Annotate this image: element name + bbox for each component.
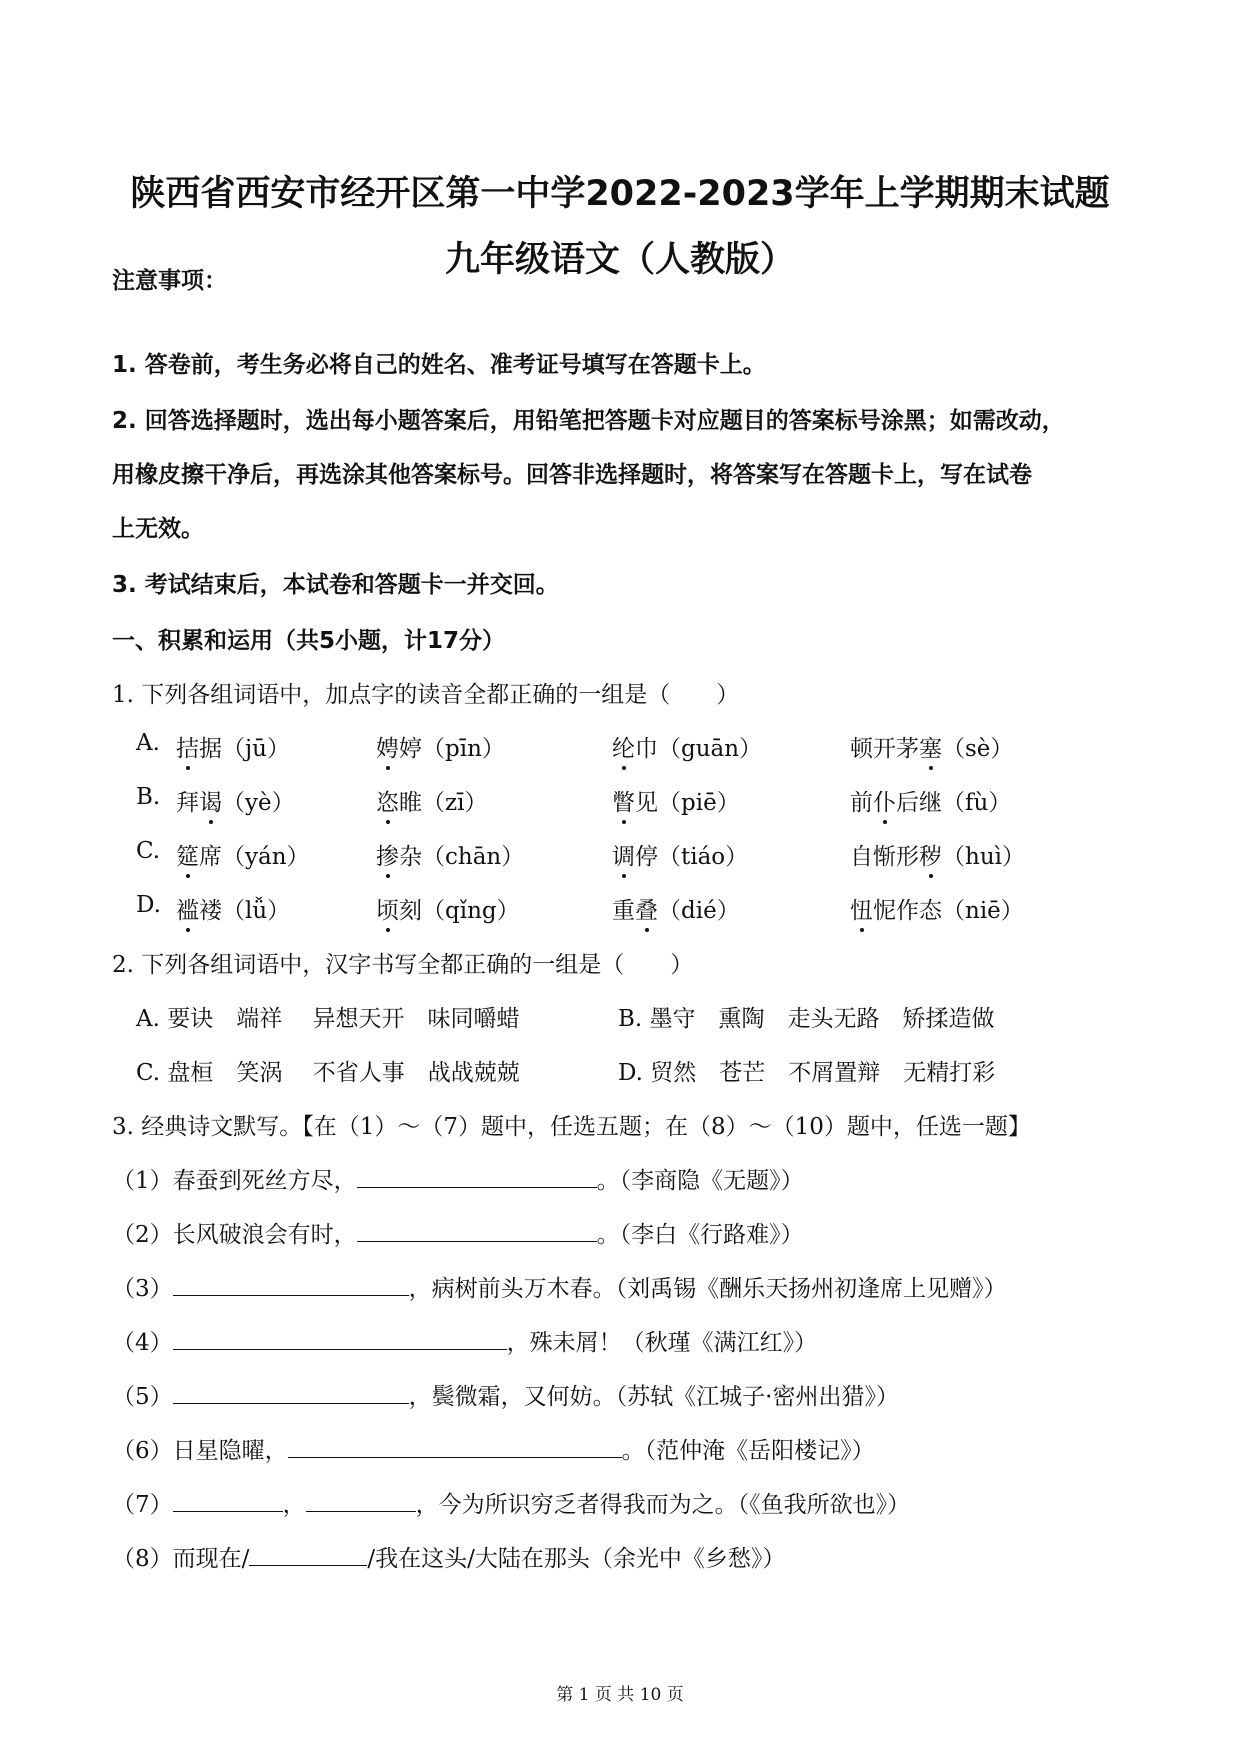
recite-line-1: （1）春蚕到死丝方尽， 。（李商隐《无题》） (112, 1168, 804, 1194)
recite-line-8: （8）而现在/ /我在这头/大陆在那头（余光中《乡愁》） (112, 1546, 786, 1572)
option-word: 娉婷（pīn） (376, 730, 505, 763)
notice-item-3: 3. 考试结束后，本试卷和答题卡一并交回。 (112, 572, 559, 598)
recite-line-5: （5） ，鬓微霜，又何妨。（苏轼《江城子·密州出猎》） (112, 1384, 899, 1410)
option-word: 掺杂（chān） (376, 838, 524, 871)
page-footer: 第 1 页 共 10 页 (556, 1685, 684, 1705)
option-word: 拜谒（yè） (176, 784, 295, 817)
exam-title: 陕西省西安市经开区第一中学2022-2023学年上学期期末试题 (130, 174, 1110, 214)
recite-line-7: （7） ， ，今为所识穷乏者得我而为之。（《鱼我所欲也》） (112, 1492, 911, 1518)
option-word: 纶巾（guān） (612, 730, 762, 763)
option-word: 重叠（dié） (612, 892, 740, 925)
recite-line-6: （6）日星隐曜， 。（范仲淹《岳阳楼记》） (112, 1438, 875, 1464)
option-word: 褴褛（lǚ） (176, 892, 290, 925)
q2-option-b: B. 墨守 熏陶 走头无路 矫揉造做 (618, 1006, 995, 1032)
option-word: 瞥见（piē） (612, 784, 740, 817)
option-label: A. (136, 730, 160, 756)
recite-line-2: （2）长风破浪会有时， 。（李白《行路难》） (112, 1222, 804, 1248)
option-word: 顿开茅塞（sè） (850, 730, 1013, 763)
option-word: 自惭形秽（huì） (850, 838, 1025, 871)
q2-option-a: A. 要诀 端祥 异想天开 味同嚼蜡 (136, 1006, 520, 1032)
exam-subtitle: 九年级语文（人教版） (444, 240, 795, 280)
notice-item-2-line-1: 2. 回答选择题时，选出每小题答案后，用铅笔把答题卡对应题目的答案标号涂黑；如需改动， (112, 408, 1065, 434)
recite-line-3: （3） ，病树前头万木春。（刘禹锡《酬乐天扬州初逢席上见赠》） (112, 1276, 1007, 1302)
option-word: 前仆后继（fù） (850, 784, 1011, 817)
option-word: 顷刻（qǐng） (376, 892, 520, 925)
notice-item-2-line-2: 用橡皮擦干净后，再选涂其他答案标号。回答非选择题时，将答案写在答题卡上，写在试卷 (112, 462, 1032, 488)
option-word: 忸怩作态（niē） (850, 892, 1024, 925)
question-3-stem: 3. 经典诗文默写。【在（1）～（7）题中，任选五题；在（8）～（10）题中，任选一题】 (112, 1114, 1031, 1140)
option-word: 拮据（jū） (176, 730, 290, 763)
recite-line-4: （4） ，殊未屑！（秋瑾《满江红》） (112, 1330, 818, 1356)
notice-heading: 注意事项： (112, 268, 227, 294)
question-2-stem: 2. 下列各组词语中，汉字书写全都正确的一组是（ ） (112, 952, 694, 978)
notice-item-2-line-3: 上无效。 (112, 516, 204, 542)
question-1-stem: 1. 下列各组词语中，加点字的读音全都正确的一组是（ ） (112, 682, 740, 708)
option-word: 调停（tiáo） (612, 838, 748, 871)
option-label: D. (136, 892, 161, 918)
option-word: 恣睢（zī） (376, 784, 487, 817)
option-label: B. (136, 784, 161, 810)
q2-option-d: D. 贸然 苍芒 不屑置辩 无精打彩 (618, 1060, 996, 1086)
section-heading: 一、积累和运用（共5小题，计17分） (112, 628, 506, 654)
option-label: C. (136, 838, 161, 864)
notice-item-1: 1. 答卷前，考生务必将自己的姓名、准考证号填写在答题卡上。 (112, 352, 766, 378)
q2-option-c: C. 盘桓 笑涡 不省人事 战战兢兢 (136, 1060, 520, 1086)
option-word: 筵席（yán） (176, 838, 310, 871)
